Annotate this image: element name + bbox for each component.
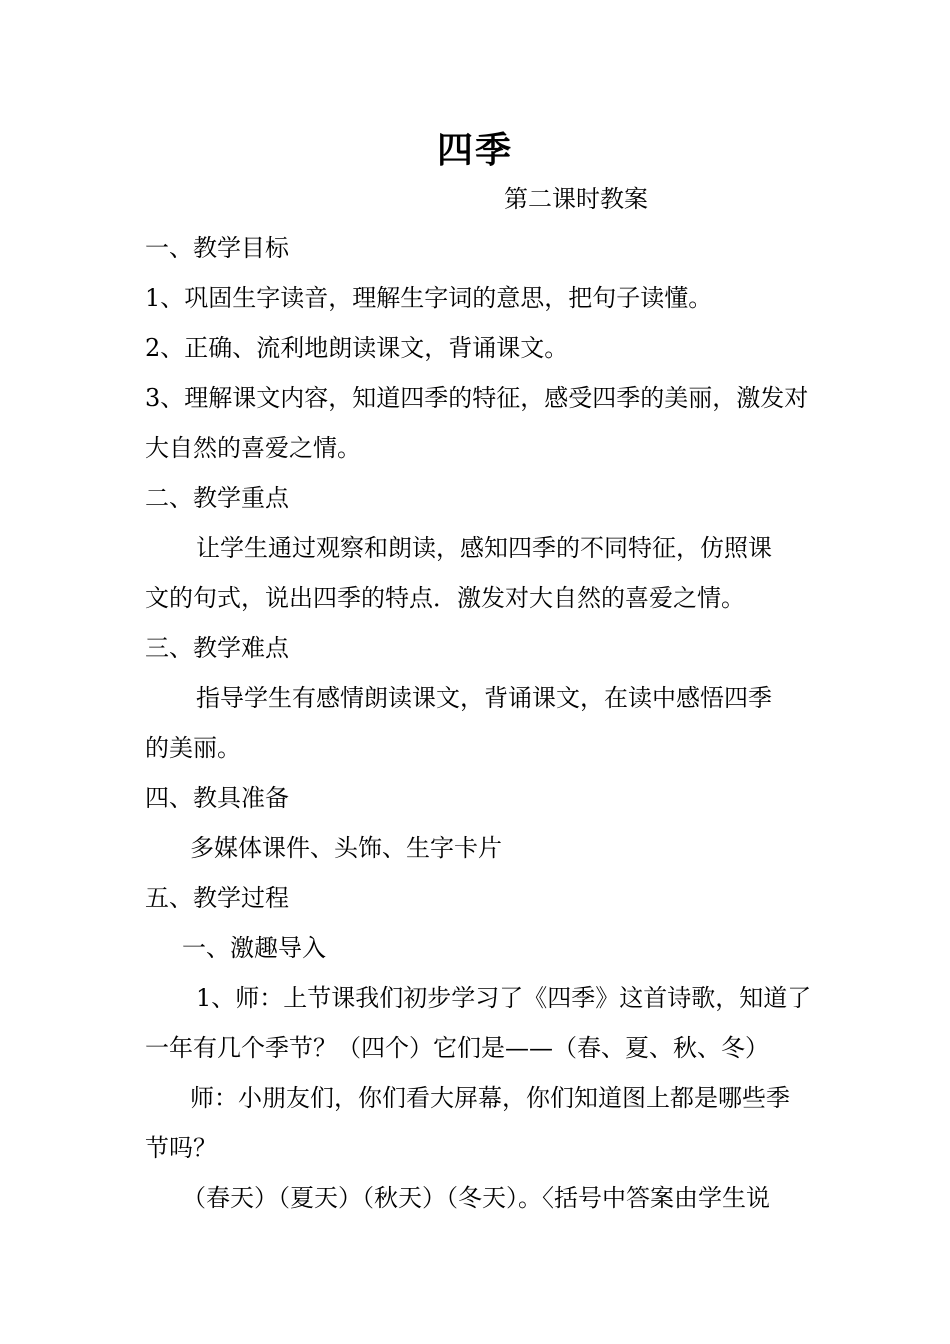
paragraph-line: 2、正确、流利地朗读课文，背诵课文。	[145, 334, 569, 362]
subsection-heading: 一、激趣导入	[182, 934, 326, 962]
paragraph-line: 3、理解课文内容，知道四季的特征，感受四季的美丽，激发对	[145, 384, 809, 412]
paragraph-line: 的美丽。	[145, 734, 241, 762]
paragraph-line: 节吗？	[145, 1134, 217, 1162]
section-heading-objectives: 一、教学目标	[145, 234, 289, 262]
paragraph-line: （春天）（夏天）（秋天）（冬天）。〈括号中答案由学生说	[182, 1184, 770, 1212]
document-title: 四季	[436, 129, 513, 171]
section-heading-process: 五、教学过程	[145, 884, 289, 912]
paragraph-line: 指导学生有感情朗读课文，背诵课文，在读中感悟四季	[196, 684, 772, 712]
document-subtitle: 第二课时教案	[504, 185, 648, 213]
paragraph-line: 1、师：上节课我们初步学习了《四季》这首诗歌，知道了	[196, 984, 812, 1012]
section-heading-difficulties: 三、教学难点	[145, 634, 289, 662]
paragraph-line: 文的句式，说出四季的特点．激发对大自然的喜爱之情。	[145, 584, 745, 612]
paragraph-line: 让学生通过观察和朗读，感知四季的不同特征，仿照课	[196, 534, 772, 562]
paragraph-line: 大自然的喜爱之情。	[145, 434, 361, 462]
section-heading-key-points: 二、教学重点	[145, 484, 289, 512]
paragraph-line: 师：小朋友们，你们看大屏幕，你们知道图上都是哪些季	[190, 1084, 790, 1112]
section-heading-materials: 四、教具准备	[145, 784, 289, 812]
paragraph-line: 1、巩固生字读音，理解生字词的意思，把句子读懂。	[145, 284, 713, 312]
paragraph-line: 多媒体课件、头饰、生字卡片	[190, 834, 502, 862]
paragraph-line: 一年有几个季节？（四个）它们是——（春、夏、秋、冬）	[145, 1034, 769, 1062]
